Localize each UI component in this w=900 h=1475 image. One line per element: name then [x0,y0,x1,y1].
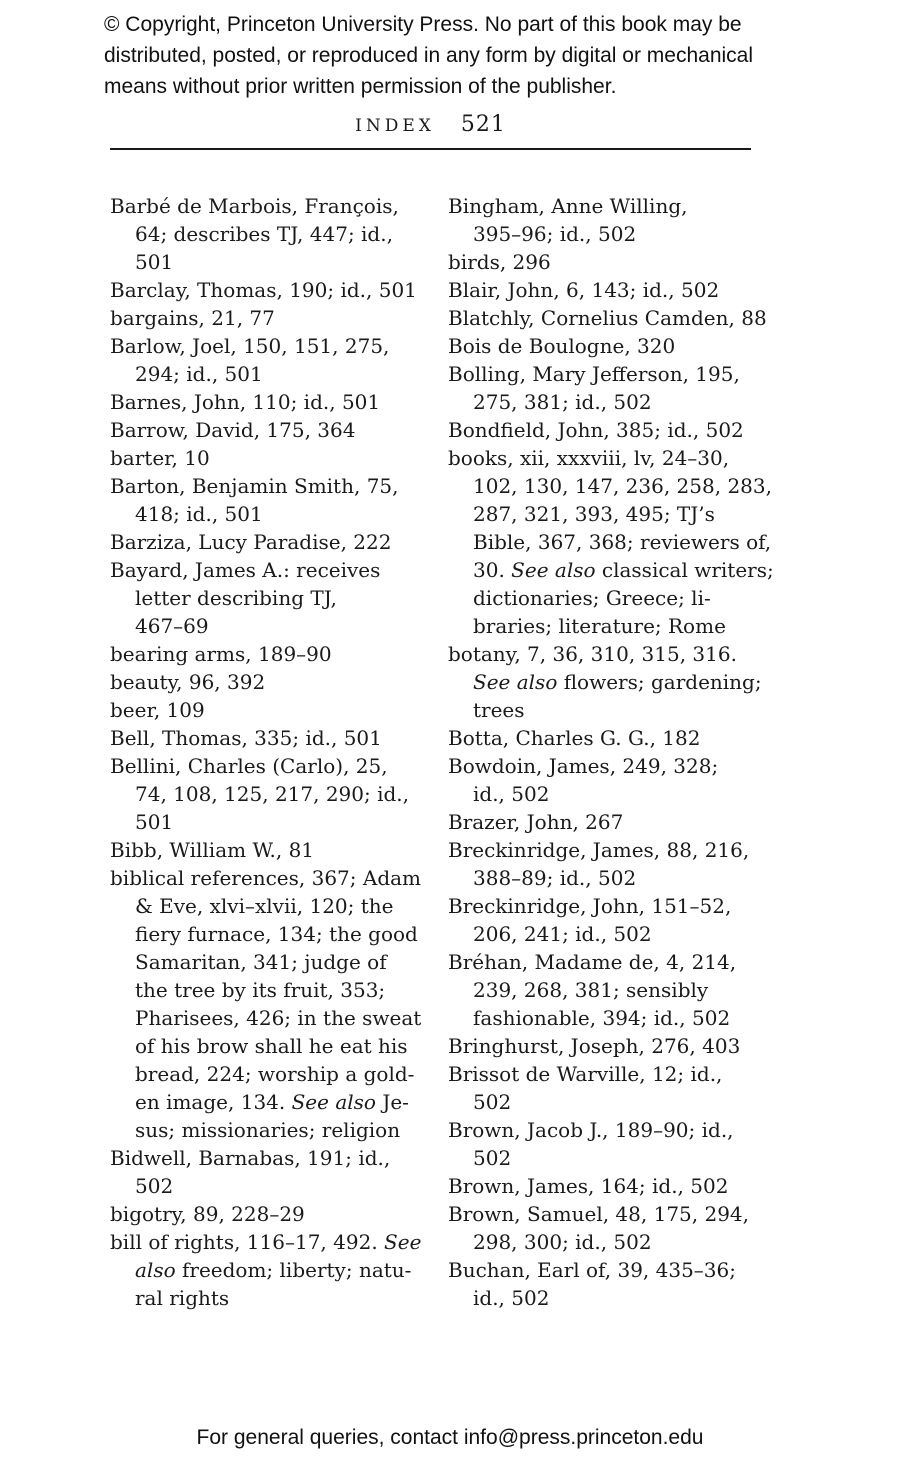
see-also-cross-reference: See [384,1230,422,1254]
index-entry-continuation-line [448,1004,778,1032]
index-entry-continuation-line [448,220,778,248]
index-entry-text: 239, 268, 381; sensibly [473,978,709,1002]
index-entry-line [110,752,440,780]
index-entry-text: Barziza, Lucy Paradise, 222 [110,530,392,554]
index-entry-text: 74, 108, 125, 217, 290; id., [135,782,410,806]
index-entry-text: Bibb, William W., 81 [110,838,315,862]
index-entry-text: Bolling, Mary Jefferson, 195, [448,362,740,386]
index-entry-text: 467–69 [135,614,209,638]
index-entry-continuation-line [448,1088,778,1116]
index-entry-text: 502 [135,1174,174,1198]
index-entry-text: Botta, Charles G. G., 182 [448,726,701,750]
index-entry-text: Bellini, Charles (Carlo), 25, [110,754,388,778]
index-entry-continuation-line [110,612,440,640]
index-entry-continuation-line [448,556,778,584]
index-entry-continuation-line [448,668,778,696]
index-entry-text: Bondfield, John, 385; id., 502 [448,418,744,442]
index-entry-text: bill of rights, 116–17, 492. [110,1230,385,1254]
footer-contact: For general queries, contact info@press.princeton.edu [196,1426,704,1449]
index-entry-line [448,444,778,472]
index-entry-line [448,360,778,388]
index-entry-line [110,276,440,304]
index-entry-text: botany, 7, 36, 310, 315, 316. [448,642,737,666]
index-entry-continuation-line [448,920,778,948]
index-entry-text: Bible, 367, 368; reviewers of, [473,530,772,554]
index-entry-text: Brazer, John, 267 [448,810,624,834]
index-entry-line [448,1256,778,1284]
index-entry-line [448,808,778,836]
see-also-cross-reference: See also [291,1090,376,1114]
index-entry-text: fiery furnace, 134; the good [135,922,418,946]
index-entry-continuation-line [110,1032,440,1060]
index-entry-continuation-line [110,1060,440,1088]
index-entry-text: Barbé de Marbois, François, [110,194,399,218]
index-entry-text: dictionaries; Greece; li- [473,586,711,610]
index-entry-continuation-line [448,612,778,640]
index-entry-text: trees [473,698,525,722]
index-entry-text: Bréhan, Madame de, 4, 214, [448,950,737,974]
index-entry-text: birds, 296 [448,250,551,274]
index-entry-line [448,948,778,976]
index-entry-continuation-line [110,892,440,920]
index-entry-text: bearing arms, 189–90 [110,642,332,666]
index-entry-text: Barton, Benjamin Smith, 75, [110,474,399,498]
index-entry-line [110,528,440,556]
index-entry-continuation-line [448,1228,778,1256]
index-entry-text: Barlow, Joel, 150, 151, 275, [110,334,390,358]
index-entry-line [110,192,440,220]
index-entry-line [110,472,440,500]
index-entry-text: Buchan, Earl of, 39, 435–36; [448,1258,736,1282]
see-also-cross-reference: See also [473,670,558,694]
index-entry-text: Bowdoin, James, 249, 328; [448,754,719,778]
index-entry-line [110,668,440,696]
index-entry-text: id., 502 [473,782,550,806]
index-entry-text: Bayard, James A.: receives [110,558,381,582]
index-entry-text: Bois de Boulogne, 320 [448,334,676,358]
index-entry-text: Blatchly, Cornelius Camden, 88 [448,306,767,330]
index-entry-line [110,388,440,416]
index-entry-continuation-line [110,1256,440,1284]
index-entry-text: bread, 224; worship a gold- [135,1062,415,1086]
index-entry-continuation-line [110,1284,440,1312]
index-entry-text: 102, 130, 147, 236, 258, 283, [473,474,772,498]
index-title: INDEX [355,116,435,136]
index-entry-text: Breckinridge, James, 88, 216, [448,838,750,862]
index-entry-text: 395–96; id., 502 [473,222,637,246]
index-entry-text: bigotry, 89, 228–29 [110,1202,305,1226]
index-entry-continuation-line [448,388,778,416]
index-entry-line [110,416,440,444]
copyright-notice-line: © Copyright, Princeton University Press. No part of this book may be [104,13,742,36]
index-entry-text: freedom; liberty; natu- [175,1258,412,1282]
index-entry-text: classical writers; [595,558,774,582]
index-entry-continuation-line [110,584,440,612]
index-entry-text: Bingham, Anne Willing, [448,194,688,218]
index-entry-continuation-line [110,808,440,836]
index-entry-line [110,724,440,752]
index-entry-text: en image, 134. [135,1090,292,1114]
index-entry-text: 64; describes TJ, 447; id., [135,222,393,246]
index-entry-text: Brown, Jacob J., 189–90; id., [448,1118,734,1142]
index-entry-line [448,304,778,332]
index-entry-continuation-line [448,584,778,612]
index-entry-continuation-line [110,780,440,808]
index-entry-text: sus; missionaries; religion [135,1118,401,1142]
index-entry-line [448,836,778,864]
index-entry-text: 501 [135,810,174,834]
index-entry-continuation-line [448,864,778,892]
index-entry-continuation-line [110,360,440,388]
index-entry-text: Blair, John, 6, 143; id., 502 [448,278,720,302]
index-entry-continuation-line [110,1004,440,1032]
index-entry-continuation-line [110,220,440,248]
index-entry-text: Pharisees, 426; in the sweat [135,1006,422,1030]
index-entry-text: braries; literature; Rome [473,614,726,638]
header-rule [110,148,751,150]
index-entry-text: Bell, Thomas, 335; id., 501 [110,726,382,750]
index-entry-text: 502 [473,1090,512,1114]
index-entry-text: Brown, James, 164; id., 502 [448,1174,729,1198]
index-entry-text: bargains, 21, 77 [110,306,275,330]
index-entry-text: biblical references, 367; Adam [110,866,422,890]
index-entry-text: beer, 109 [110,698,205,722]
index-entry-text: Bringhurst, Joseph, 276, 403 [448,1034,741,1058]
copyright-notice-line: distributed, posted, or reproduced in any form by digital or mechanical [104,44,754,67]
index-entry-text: Bidwell, Barnabas, 191; id., [110,1146,391,1170]
index-entry-line [110,556,440,584]
index-entry-continuation-line [110,1172,440,1200]
index-entry-continuation-line [110,948,440,976]
index-entry-continuation-line [448,472,778,500]
index-entry-continuation-line [448,528,778,556]
index-entry-text: 294; id., 501 [135,362,263,386]
index-entry-line [448,724,778,752]
index-entry-continuation-line [110,1116,440,1144]
index-entry-line [110,1228,440,1256]
index-entry-text: books, xii, xxxviii, lv, 24–30, [448,446,730,470]
index-entry-text: the tree by its fruit, 353; [135,978,386,1002]
index-entry-line [110,640,440,668]
index-entry-text: 30. [473,558,512,582]
index-entry-continuation-line [110,920,440,948]
index-entry-line [448,640,778,668]
index-entry-line [448,892,778,920]
index-entry-text: & Eve, xlvi–xlvii, 120; the [135,894,394,918]
copyright-notice [104,9,824,102]
index-entry-text: fashionable, 394; id., 502 [473,1006,731,1030]
index-entry-continuation-line [448,696,778,724]
index-entry-line [110,696,440,724]
index-entry-line [448,248,778,276]
index-entry-line [110,1144,440,1172]
see-also-cross-reference: also [135,1258,176,1282]
index-entry-text: 502 [473,1146,512,1170]
index-entry-continuation-line [448,500,778,528]
index-entry-continuation-line [110,976,440,1004]
index-entry-text: letter describing TJ, [135,586,337,610]
copyright-notice-line: means without prior written permission of the publisher. [104,75,617,98]
index-entry-text: 501 [135,250,174,274]
index-entry-text: Breckinridge, John, 151–52, [448,894,732,918]
index-column-right [448,192,778,1312]
index-entry-text: 275, 381; id., 502 [473,390,652,414]
index-entry-continuation-line [448,780,778,808]
index-entry-text: barter, 10 [110,446,210,470]
index-entry-text: Barnes, John, 110; id., 501 [110,390,381,414]
index-entry-line [448,1116,778,1144]
index-entry-continuation-line [110,248,440,276]
index-entry-line [110,836,440,864]
index-entry-line [448,192,778,220]
index-entry-continuation-line [448,1284,778,1312]
index-entry-line [110,444,440,472]
index-entry-text: Samaritan, 341; judge of [135,950,387,974]
page-number: 521 [460,112,506,137]
index-entry-line [448,1172,778,1200]
index-entry-text: flowers; gardening; [557,670,762,694]
index-entry-text: Brissot de Warville, 12; id., [448,1062,723,1086]
index-entry-text: id., 502 [473,1286,550,1310]
index-entry-line [110,304,440,332]
index-column-left [110,192,440,1312]
index-entry-text: beauty, 96, 392 [110,670,266,694]
index-entry-continuation-line [448,1144,778,1172]
index-entry-text: Brown, Samuel, 48, 175, 294, [448,1202,750,1226]
index-entry-text: Barclay, Thomas, 190; id., 501 [110,278,417,302]
index-entry-line [448,752,778,780]
index-entry-line [110,332,440,360]
index-entry-text: 206, 241; id., 502 [473,922,652,946]
index-entry-line [110,1200,440,1228]
index-entry-line [448,276,778,304]
index-entry-line [448,1060,778,1088]
index-entry-text: of his brow shall he eat his [135,1034,408,1058]
index-entry-text: Je- [375,1090,409,1114]
index-entry-text: Barrow, David, 175, 364 [110,418,356,442]
index-entry-continuation-line [448,976,778,1004]
index-entry-line [448,332,778,360]
index-entry-text: ral rights [135,1286,230,1310]
index-entry-text: 388–89; id., 502 [473,866,637,890]
index-columns [110,192,778,1312]
index-entry-line [448,1032,778,1060]
index-entry-line [448,416,778,444]
running-head [110,112,751,137]
index-entry-text: 418; id., 501 [135,502,263,526]
see-also-cross-reference: See also [511,558,596,582]
index-entry-continuation-line [110,500,440,528]
index-entry-text: 298, 300; id., 502 [473,1230,652,1254]
index-entry-line [110,864,440,892]
index-entry-text: 287, 321, 393, 495; TJ’s [473,502,715,526]
index-entry-line [448,1200,778,1228]
index-entry-continuation-line [110,1088,440,1116]
